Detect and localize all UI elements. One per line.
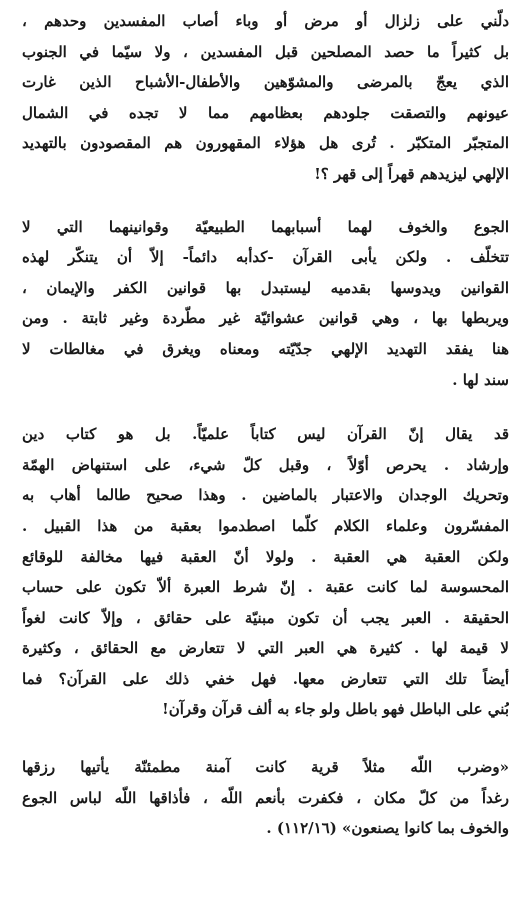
text-line: المتجبّر المتكبّر . تُرى هل هؤلاء المقهورون هم المقصودون بالتهديد: [22, 134, 509, 153]
paragraph-3: [22, 419, 509, 725]
text-line: دلّني على زلزال أو مرض أو وباء أصاب المفسدين وحدهم ،: [22, 12, 509, 30]
text-line: المفسّرون وعلماء الكلام كلّما اصطدموا بعقبة من هذا القبيل .: [22, 516, 509, 535]
text-line: وتحريك الوجدان والاعتبار بالماضين . وهذا صحيح طالما أهاب به: [22, 486, 509, 505]
paragraph-2: [22, 212, 509, 396]
text-line: القوانين ويدوسها بقدميه ليستبدل بها قوانين الكفر والإيمان ،: [22, 278, 509, 297]
text-line: رغداً من كلّ مكان ، فكفرت بأنعم اللّه ، فأذاقها اللّه لباس الجوع: [22, 788, 509, 807]
paragraph-gap: [22, 395, 509, 419]
text-line: أيضاً تلك التي تتعارض معها. فهل خفي ذلك على القرآن؟ فما: [22, 669, 509, 688]
text-line: ولكن العقبة هي العقبة . ولولا أنّ العقبة فيها مخالفة للوقائع: [22, 547, 509, 566]
text-line: الذي يعجّ بالمرضى والمشوّهين والأطفال-الأشباح الذين غارت: [22, 73, 509, 92]
text-line: ويربطها بها ، وهي قوانين عشوائيّة غير مطّردة وغير ثابتة . ومن: [22, 309, 509, 328]
text-line: عيونهم والتصقت جلودهم بعظامهم مما لا تجده في الشمال: [22, 103, 509, 122]
text-line: بُني على الباطل فهو باطل ولو جاء به ألف قرآن وقرآن!: [162, 700, 509, 719]
paragraph-gap: [22, 725, 509, 752]
text-line: وإرشاد . يحرص أوّلاً ، وقبل كلّ شيء، على استنهاض الهمّة: [22, 455, 509, 474]
text-line: لا قيمة لها . كثيرة هي العبر التي لا تتعارض مع الحقائق ، وكثيرة: [22, 639, 509, 658]
text-line: قد يقال إنّ القرآن ليس كتاباً علميّاً. بل هو كتاب دين: [22, 425, 509, 444]
text-line: الإلهي ليزيدهم قهراً إلى قهر ؟!: [314, 164, 509, 183]
text-line: والخوف بما كانوا يصنعون» (١١٢/١٦) .: [266, 819, 509, 838]
text-line: الحقيقة . العبر يجب أن تكون مبنيّة على حقائق ، وإلاّ كانت لغواً: [22, 608, 509, 627]
text-line: هنا يفقد التهديد الإلهي جدّيّته ومعناه ويغرق في مغالطات لا: [22, 339, 509, 358]
text-line: بل كثيراً ما حصد المصلحين قبل المفسدين ، ولا سيّما في الجنوب: [22, 42, 509, 61]
paragraph-4-quote: [22, 752, 509, 844]
text-line: المحسوسة لما كانت عقبة . إنّ شرط العبرة ألاّ تكون على حساب: [22, 578, 509, 597]
text-line: تتخلّف . ولكن يأبى القرآن -كدأبه دائماً- إلاّ أن يتنكّر لهذه: [22, 248, 509, 267]
text-line: الجوع والخوف لهما أسبابهما الطبيعيّة وقوانينهما التي لا: [22, 217, 509, 236]
paragraph-1: [22, 6, 509, 190]
text-line: «وضرب اللّه مثلاً قرية كانت آمنة مطمئنّة يأتيها رزقها: [22, 758, 509, 777]
text-line: سند لها .: [452, 370, 509, 389]
page-body: [22, 6, 509, 844]
paragraph-gap: [22, 190, 509, 212]
